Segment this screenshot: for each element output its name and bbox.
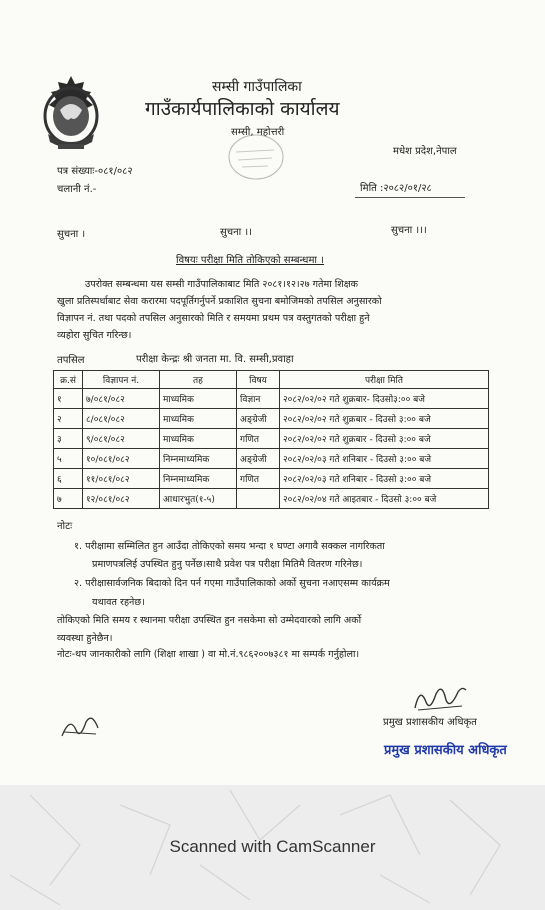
cell-serial: १ [54, 389, 83, 409]
table-header-row [54, 371, 489, 389]
office-location: सम्सी, महोत्तरी [231, 127, 285, 138]
contact-note: नोटः-थप जानकारीको लागि (शिक्षा शाखा ) वा मो.नं.९८६२००७३८१ मा सम्पर्क गर्नुहोला। [57, 649, 360, 660]
cell-serial: ३ [54, 429, 83, 449]
officer-signature [410, 682, 470, 714]
note-1-line-1: १. परीक्षामा सम्मिलित हुन आउँदा तोकिएको समय भन्दा १ घण्टा अगावै सक्कल नागरिकता [74, 541, 385, 552]
cell-level: निम्नमाध्यमिक [160, 449, 237, 469]
exam-schedule-table [53, 370, 489, 509]
table-row [54, 389, 489, 409]
body-line-3: विज्ञापन नं. तथा पदको तपसिल अनुसारको मिति र समयमा प्रथम पत्र वस्तुगतको परीक्षा हुने [57, 313, 370, 324]
table-row [54, 409, 489, 429]
note-2-line-2: यथावत रहनेछ। [92, 597, 145, 608]
note-1-line-2: प्रमाणपत्रलिई उपस्थित हुनु पर्नेछ।साथै प्रवेश पत्र परीक्षा मितिमै वितरण गरिनेछ। [92, 559, 363, 570]
cell-exam-date: २०८२/०२/०२ गते शुक्रबार - दिउसो ३:०० बजे [280, 409, 489, 429]
absent-line-1: तोकिएको मिति समय र स्थानमा परीक्षा उपस्थित हुन नसकेमा सो उम्मेदवारको लागि अर्को [57, 615, 362, 626]
table-row [54, 429, 489, 449]
cell-serial: ६ [54, 469, 83, 489]
cell-exam-date: २०८२/०२/०२ गते शुक्रबार - दिउसो ३:०० बजे [280, 429, 489, 449]
initials-signature [58, 714, 102, 742]
cell-level: माध्यमिक [160, 429, 237, 449]
cell-subject: विज्ञान [237, 389, 280, 409]
cell-level: आधारभुत(१-५) [160, 489, 237, 509]
cell-level: निम्नमाध्यमिक [160, 469, 237, 489]
cell-ad-no: ७/०८१/०८२ [83, 389, 160, 409]
province-name: मधेश प्रदेश,नेपाल [393, 146, 457, 157]
signatory-title: प्रमुख प्रशासकीय अधिकृत [383, 717, 477, 728]
col-level: तह [160, 371, 237, 389]
cell-subject: गणित [237, 469, 280, 489]
notice-word-3: सुचना ।।। [391, 225, 427, 236]
schedule-label: तपसिल [57, 355, 85, 366]
subject-line: विषयः परीक्षा मिति तोकिएको सम्बन्धमा । [176, 255, 324, 266]
signatory-stamp: प्रमुख प्रशासकीय अधिकृत [384, 743, 507, 758]
body-line-1: उपरोक्त सम्बन्धमा यस सम्सी गाउँपालिकाबाट मिति २०८१।१२।२७ गतेमा शिक्षक [85, 279, 359, 290]
col-exam-date: परीक्षा मिति [280, 371, 489, 389]
office-stamp [226, 132, 286, 182]
header-divider [355, 197, 465, 198]
exam-center: परीक्षा केन्द्रः श्री जनता मा. वि. सम्सी,प्रवाहा [136, 354, 294, 365]
col-ad-no: विज्ञापन नं. [83, 371, 160, 389]
body-line-4: व्यहोरा सुचित गरिन्छ। [57, 330, 132, 341]
letter-date: मिति :२०८२/०१/२८ [360, 183, 432, 194]
cell-exam-date: २०८२/०२/०३ गते शनिबार - दिउसो ३:०० बजे [280, 469, 489, 489]
dispatch-number: चलानी नं.- [57, 184, 97, 195]
table-row [54, 449, 489, 469]
nepal-emblem-logo [38, 72, 104, 152]
office-name: गाउँकार्यपालिकाको कार्यालय [145, 98, 340, 120]
notes-heading: नोटः [57, 521, 73, 532]
cell-ad-no: १०/०८१/०८२ [83, 449, 160, 469]
cell-exam-date: २०८२/०२/०४ गते आइतबार - दिउसो ३:०० बजे [280, 489, 489, 509]
body-line-2: खुला प्रतिस्पर्धाबाट सेवा करारमा पदपूर्तिगर्नुपर्ने प्रकाशित सुचना बमोजिमको तपसिल अनुसारको [57, 296, 382, 307]
camscanner-watermark: Scanned with CamScanner [169, 837, 376, 856]
col-serial: क्र.सं [54, 371, 83, 389]
cell-serial: ७ [54, 489, 83, 509]
cell-subject: अङ्ग्रेजी [237, 409, 280, 429]
municipality-name: सम्सी गाउँपालिका [212, 79, 302, 95]
notice-word-1: सुचना । [57, 229, 86, 240]
cell-serial: २ [54, 409, 83, 429]
note-2-line-1: २. परीक्षासार्वजनिक बिदाको दिन पर्न गएमा गाउँपालिकाको अर्को सुचना नआएसम्म कार्यक्रम [74, 578, 390, 589]
cell-ad-no: ११/०८१/०८२ [83, 469, 160, 489]
cell-subject: अङ्ग्रेजी [237, 449, 280, 469]
notice-word-2: सुचना ।। [220, 227, 253, 238]
cell-level: माध्यमिक [160, 389, 237, 409]
table-row [54, 489, 489, 509]
cell-level: माध्यमिक [160, 409, 237, 429]
cell-serial: ५ [54, 449, 83, 469]
col-subject: विषय [237, 371, 280, 389]
absent-line-2: व्यवस्था हुनेछैन। [57, 633, 113, 644]
cell-ad-no: ९/०८१/०८२ [83, 429, 160, 449]
cell-exam-date: २०८२/०२/०२ गते शुक्रबार- दिउसो३:०० बजे [280, 389, 489, 409]
cell-ad-no: १२/०८१/०८२ [83, 489, 160, 509]
cell-subject: गणित [237, 429, 280, 449]
reference-number: पत्र संख्याः-०८१/०८२ [57, 166, 133, 177]
cell-subject [237, 489, 280, 509]
cell-ad-no: ८/०८१/०८२ [83, 409, 160, 429]
cell-exam-date: २०८२/०२/०३ गते शनिबार - दिउसो ३:०० बजे [280, 449, 489, 469]
table-row [54, 469, 489, 489]
